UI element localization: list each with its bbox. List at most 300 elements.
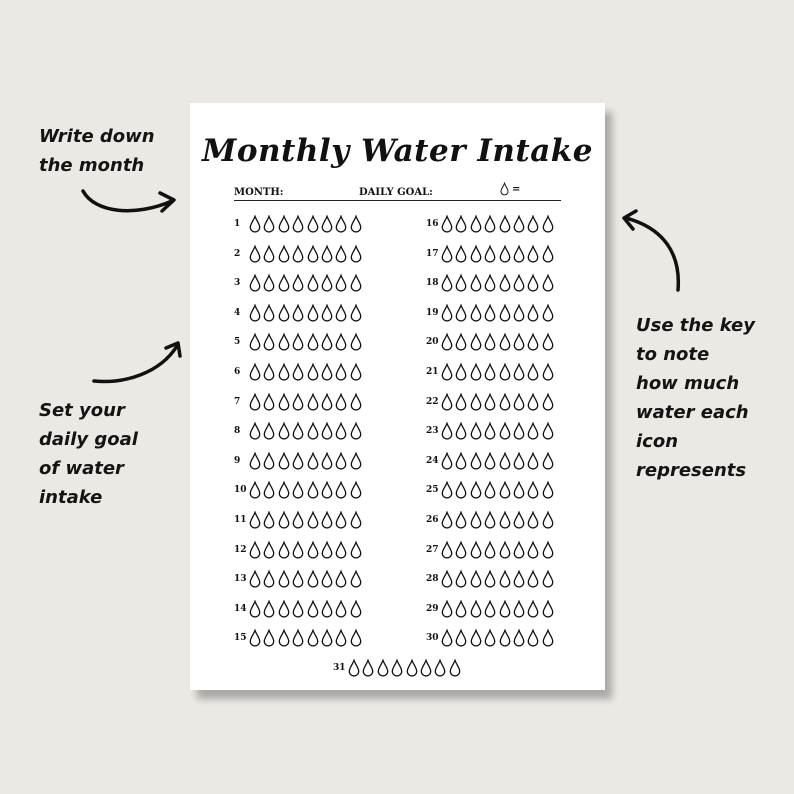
water-drop-icon[interactable]: [321, 570, 333, 588]
water-drop-icon[interactable]: [527, 511, 539, 529]
water-drop-icon[interactable]: [455, 274, 467, 292]
day-number: 31: [333, 663, 346, 673]
water-drop-icon[interactable]: [542, 245, 554, 263]
water-drop-icon[interactable]: [278, 511, 290, 529]
water-drop-icon[interactable]: [441, 304, 453, 322]
water-drop-icon[interactable]: [542, 363, 554, 381]
water-drop-icon[interactable]: [249, 215, 261, 233]
water-drop-icon[interactable]: [470, 541, 482, 559]
water-drop-icon[interactable]: [350, 304, 362, 322]
water-drop-icon[interactable]: [455, 600, 467, 618]
water-drop-icon[interactable]: [350, 570, 362, 588]
water-drop-icon[interactable]: [249, 600, 261, 618]
drop-group: [249, 481, 362, 499]
water-drop-icon[interactable]: [441, 215, 453, 233]
water-drop-icon[interactable]: [513, 274, 525, 292]
water-drop-icon[interactable]: [527, 245, 539, 263]
water-drop-icon[interactable]: [542, 215, 554, 233]
water-drop-icon[interactable]: [307, 481, 319, 499]
day-row: [234, 332, 362, 352]
water-drop-icon[interactable]: [527, 333, 539, 351]
water-drop-icon[interactable]: [335, 215, 347, 233]
day-number: 7: [234, 396, 241, 407]
water-drop-icon[interactable]: [350, 452, 362, 470]
water-drop-icon[interactable]: [278, 333, 290, 351]
water-drop-icon[interactable]: [527, 422, 539, 440]
water-drop-icon[interactable]: [484, 304, 496, 322]
drop-group: [249, 245, 362, 263]
water-drop-icon[interactable]: [513, 304, 525, 322]
water-drop-icon[interactable]: [499, 570, 511, 588]
water-drop-icon[interactable]: [513, 511, 525, 529]
water-drop-icon[interactable]: [321, 274, 333, 292]
water-drop-icon[interactable]: [470, 452, 482, 470]
water-drop-icon[interactable]: [470, 570, 482, 588]
water-drop-icon[interactable]: [499, 363, 511, 381]
water-drop-icon[interactable]: [542, 333, 554, 351]
day-number: 2: [234, 248, 241, 259]
water-drop-icon[interactable]: [263, 600, 275, 618]
water-drop-icon[interactable]: [513, 422, 525, 440]
water-drop-icon[interactable]: [542, 274, 554, 292]
water-drop-icon[interactable]: [513, 245, 525, 263]
arrow-to-goal-icon: [90, 338, 185, 388]
day-number: 4: [234, 307, 241, 318]
water-drop-icon[interactable]: [499, 333, 511, 351]
water-drop-icon[interactable]: [249, 629, 261, 647]
water-drop-icon[interactable]: [278, 215, 290, 233]
water-drop-icon[interactable]: [455, 333, 467, 351]
water-drop-icon[interactable]: [499, 422, 511, 440]
water-drop-icon[interactable]: [350, 363, 362, 381]
drop-group: [249, 363, 362, 381]
water-drop-icon[interactable]: [455, 570, 467, 588]
water-drop-icon[interactable]: [350, 481, 362, 499]
drop-group: [348, 659, 461, 677]
water-drop-icon[interactable]: [307, 215, 319, 233]
water-drop-icon[interactable]: [542, 481, 554, 499]
water-drop-icon[interactable]: [470, 215, 482, 233]
day-number: 29: [426, 603, 439, 614]
water-drop-icon[interactable]: [350, 393, 362, 411]
water-drop-icon[interactable]: [362, 659, 374, 677]
water-drop-icon[interactable]: [527, 304, 539, 322]
water-drop-icon[interactable]: [307, 570, 319, 588]
water-drop-icon[interactable]: [527, 600, 539, 618]
water-drop-icon[interactable]: [335, 511, 347, 529]
water-drop-icon[interactable]: [499, 245, 511, 263]
water-drop-icon[interactable]: [249, 393, 261, 411]
water-drop-icon[interactable]: [527, 570, 539, 588]
water-drop-icon[interactable]: [292, 570, 304, 588]
water-drop-icon[interactable]: [350, 541, 362, 559]
water-drop-icon[interactable]: [499, 274, 511, 292]
water-drop-icon[interactable]: [335, 629, 347, 647]
water-drop-icon[interactable]: [263, 511, 275, 529]
water-drop-icon[interactable]: [542, 452, 554, 470]
water-drop-icon[interactable]: [513, 629, 525, 647]
drop-group: [441, 570, 554, 588]
water-drop-icon[interactable]: [499, 304, 511, 322]
water-drop-icon[interactable]: [307, 600, 319, 618]
water-drop-icon[interactable]: [249, 481, 261, 499]
water-drop-icon[interactable]: [263, 452, 275, 470]
water-drop-icon[interactable]: [263, 629, 275, 647]
water-drop-icon[interactable]: [542, 541, 554, 559]
note-line: Use the key: [636, 315, 755, 336]
day-number: 11: [234, 515, 247, 525]
water-drop-icon[interactable]: [441, 333, 453, 351]
water-drop-icon[interactable]: [278, 452, 290, 470]
water-drop-icon[interactable]: [263, 570, 275, 588]
water-drop-icon[interactable]: [278, 274, 290, 292]
water-drop-icon[interactable]: [499, 481, 511, 499]
water-drop-icon[interactable]: [513, 363, 525, 381]
water-drop-icon[interactable]: [278, 393, 290, 411]
water-drop-icon[interactable]: [307, 422, 319, 440]
water-drop-icon[interactable]: [455, 481, 467, 499]
water-drop-icon[interactable]: [499, 541, 511, 559]
water-drop-icon[interactable]: [527, 215, 539, 233]
note-line: Write down: [39, 126, 155, 147]
water-drop-icon[interactable]: [441, 481, 453, 499]
water-drop-icon[interactable]: [470, 481, 482, 499]
water-drop-icon[interactable]: [335, 541, 347, 559]
daily-goal-label: DAILY GOAL:: [359, 187, 433, 198]
water-drop-icon[interactable]: [321, 363, 333, 381]
drop-group: [441, 629, 554, 647]
water-drop-icon[interactable]: [350, 245, 362, 263]
water-drop-icon[interactable]: [455, 245, 467, 263]
water-drop-icon[interactable]: [499, 600, 511, 618]
water-drop-icon[interactable]: [292, 481, 304, 499]
day-number: 18: [426, 278, 439, 289]
water-drop-icon[interactable]: [307, 363, 319, 381]
water-drop-icon[interactable]: [455, 511, 467, 529]
water-drop-icon[interactable]: [249, 304, 261, 322]
water-drop-icon[interactable]: [527, 452, 539, 470]
water-drop-icon[interactable]: [321, 245, 333, 263]
water-drop-icon[interactable]: [499, 511, 511, 529]
water-drop-icon[interactable]: [513, 333, 525, 351]
water-drop-icon[interactable]: [263, 245, 275, 263]
water-drop-icon[interactable]: [441, 600, 453, 618]
water-drop-icon[interactable]: [470, 363, 482, 381]
water-drop-icon[interactable]: [321, 393, 333, 411]
arrow-to-key-icon: [618, 208, 688, 293]
water-drop-icon[interactable]: [350, 422, 362, 440]
water-drop-icon[interactable]: [292, 363, 304, 381]
water-drop-icon[interactable]: [307, 333, 319, 351]
day-number: 13: [234, 574, 247, 585]
water-drop-icon[interactable]: [292, 333, 304, 351]
water-drop-icon[interactable]: [455, 541, 467, 559]
drop-group: [249, 274, 362, 292]
day-row: [234, 362, 362, 382]
water-drop-icon[interactable]: [455, 363, 467, 381]
water-drop-icon[interactable]: [292, 511, 304, 529]
water-drop-icon[interactable]: [263, 541, 275, 559]
water-drop-icon[interactable]: [307, 304, 319, 322]
water-drop-icon[interactable]: [513, 393, 525, 411]
water-drop-icon[interactable]: [321, 481, 333, 499]
day-row: [234, 214, 362, 234]
water-drop-icon[interactable]: [499, 215, 511, 233]
water-drop-icon[interactable]: [249, 333, 261, 351]
note-line: water each: [636, 402, 749, 423]
water-drop-icon[interactable]: [455, 215, 467, 233]
water-drop-icon[interactable]: [470, 333, 482, 351]
sheet-title: Monthly Water Intake: [202, 133, 593, 169]
day-number: 24: [426, 455, 439, 466]
water-drop-icon[interactable]: [441, 245, 453, 263]
water-drop-icon[interactable]: [307, 629, 319, 647]
water-drop-icon[interactable]: [527, 363, 539, 381]
water-drop-icon[interactable]: [441, 274, 453, 292]
water-drop-icon[interactable]: [470, 245, 482, 263]
water-drop-icon[interactable]: [542, 600, 554, 618]
drop-group: [441, 541, 554, 559]
water-drop-icon[interactable]: [307, 245, 319, 263]
water-drop-icon[interactable]: [542, 511, 554, 529]
water-drop-icon[interactable]: [292, 245, 304, 263]
water-drop-icon[interactable]: [249, 245, 261, 263]
water-drop-icon[interactable]: [278, 629, 290, 647]
drop-group: [441, 333, 554, 351]
water-drop-icon[interactable]: [307, 541, 319, 559]
day-row: [426, 421, 554, 441]
water-drop-icon[interactable]: [484, 215, 496, 233]
day-row: [426, 273, 554, 293]
water-drop-icon[interactable]: [455, 629, 467, 647]
water-drop-icon[interactable]: [542, 393, 554, 411]
water-drop-icon[interactable]: [527, 481, 539, 499]
water-drop-icon[interactable]: [513, 600, 525, 618]
day-row: [426, 480, 554, 500]
water-drop-icon[interactable]: [484, 333, 496, 351]
water-drop-icon[interactable]: [470, 600, 482, 618]
water-drop-icon[interactable]: [527, 393, 539, 411]
water-drop-icon[interactable]: [292, 452, 304, 470]
water-drop-icon[interactable]: [484, 541, 496, 559]
water-drop-icon[interactable]: [542, 422, 554, 440]
water-drop-icon[interactable]: [513, 452, 525, 470]
water-drop-icon[interactable]: [321, 629, 333, 647]
drop-group: [249, 393, 362, 411]
water-drop-icon[interactable]: [278, 600, 290, 618]
water-drop-key-icon: [500, 182, 509, 196]
header-rule: [234, 200, 561, 201]
water-drop-icon[interactable]: [321, 600, 333, 618]
water-drop-icon[interactable]: [335, 333, 347, 351]
water-drop-icon[interactable]: [292, 304, 304, 322]
water-drop-icon[interactable]: [449, 659, 461, 677]
water-drop-icon[interactable]: [377, 659, 389, 677]
drop-key: [500, 182, 520, 196]
water-drop-icon[interactable]: [249, 541, 261, 559]
water-drop-icon[interactable]: [513, 541, 525, 559]
water-drop-icon[interactable]: [484, 570, 496, 588]
water-drop-icon[interactable]: [484, 274, 496, 292]
water-drop-icon[interactable]: [527, 629, 539, 647]
water-drop-icon[interactable]: [335, 452, 347, 470]
water-drop-icon[interactable]: [441, 363, 453, 381]
water-drop-icon[interactable]: [321, 511, 333, 529]
water-drop-icon[interactable]: [249, 274, 261, 292]
water-drop-icon[interactable]: [455, 422, 467, 440]
water-drop-icon[interactable]: [292, 629, 304, 647]
water-drop-icon[interactable]: [278, 422, 290, 440]
water-drop-icon[interactable]: [542, 629, 554, 647]
water-drop-icon[interactable]: [335, 422, 347, 440]
day-row: [234, 599, 362, 619]
water-drop-icon[interactable]: [321, 422, 333, 440]
water-drop-icon[interactable]: [350, 215, 362, 233]
water-drop-icon[interactable]: [278, 570, 290, 588]
water-drop-icon[interactable]: [249, 570, 261, 588]
water-drop-icon[interactable]: [249, 363, 261, 381]
water-drop-icon[interactable]: [542, 570, 554, 588]
note-line: how much: [636, 373, 740, 394]
day-number: 15: [234, 633, 247, 644]
water-drop-icon[interactable]: [292, 600, 304, 618]
water-drop-icon[interactable]: [470, 422, 482, 440]
water-drop-icon[interactable]: [441, 393, 453, 411]
water-drop-icon[interactable]: [441, 541, 453, 559]
water-drop-icon[interactable]: [527, 274, 539, 292]
water-drop-icon[interactable]: [391, 659, 403, 677]
water-drop-icon[interactable]: [292, 274, 304, 292]
water-drop-icon[interactable]: [278, 541, 290, 559]
water-drop-icon[interactable]: [335, 393, 347, 411]
water-drop-icon[interactable]: [484, 629, 496, 647]
water-drop-icon[interactable]: [406, 659, 418, 677]
set-goal-note: [39, 396, 138, 512]
water-drop-icon[interactable]: [263, 422, 275, 440]
water-drop-icon[interactable]: [350, 629, 362, 647]
water-drop-icon[interactable]: [292, 541, 304, 559]
water-drop-icon[interactable]: [350, 333, 362, 351]
drop-group: [249, 511, 362, 529]
water-drop-icon[interactable]: [335, 274, 347, 292]
day-number: 26: [426, 515, 439, 525]
water-drop-icon[interactable]: [348, 659, 360, 677]
water-drop-icon[interactable]: [278, 245, 290, 263]
water-drop-icon[interactable]: [350, 274, 362, 292]
water-drop-icon[interactable]: [350, 600, 362, 618]
water-drop-icon[interactable]: [335, 245, 347, 263]
water-drop-icon[interactable]: [434, 659, 446, 677]
water-drop-icon[interactable]: [263, 274, 275, 292]
water-drop-icon[interactable]: [455, 452, 467, 470]
water-drop-icon[interactable]: [335, 600, 347, 618]
water-drop-icon[interactable]: [350, 511, 362, 529]
water-drop-icon[interactable]: [441, 422, 453, 440]
drop-group: [441, 481, 554, 499]
water-drop-icon[interactable]: [263, 481, 275, 499]
water-drop-icon[interactable]: [263, 215, 275, 233]
water-drop-icon[interactable]: [278, 363, 290, 381]
water-drop-icon[interactable]: [484, 363, 496, 381]
water-drop-icon[interactable]: [484, 245, 496, 263]
water-drop-icon[interactable]: [499, 393, 511, 411]
water-drop-icon[interactable]: [335, 481, 347, 499]
water-drop-icon[interactable]: [470, 511, 482, 529]
drop-group: [249, 452, 362, 470]
water-drop-icon[interactable]: [292, 215, 304, 233]
water-drop-icon[interactable]: [292, 422, 304, 440]
water-drop-icon[interactable]: [455, 304, 467, 322]
water-drop-icon[interactable]: [441, 570, 453, 588]
water-drop-icon[interactable]: [499, 629, 511, 647]
water-drop-icon[interactable]: [321, 215, 333, 233]
water-drop-icon[interactable]: [513, 215, 525, 233]
water-drop-icon[interactable]: [542, 304, 554, 322]
note-line: icon: [636, 431, 679, 452]
water-drop-icon[interactable]: [470, 274, 482, 292]
water-drop-icon[interactable]: [484, 511, 496, 529]
water-drop-icon[interactable]: [470, 629, 482, 647]
water-drop-icon[interactable]: [307, 393, 319, 411]
water-drop-icon[interactable]: [513, 570, 525, 588]
water-drop-icon[interactable]: [499, 452, 511, 470]
water-drop-icon[interactable]: [455, 393, 467, 411]
water-drop-icon[interactable]: [278, 481, 290, 499]
water-drop-icon[interactable]: [441, 452, 453, 470]
water-drop-icon[interactable]: [307, 274, 319, 292]
water-drop-icon[interactable]: [321, 452, 333, 470]
water-drop-icon[interactable]: [484, 600, 496, 618]
water-drop-icon[interactable]: [249, 422, 261, 440]
water-drop-icon[interactable]: [484, 393, 496, 411]
water-drop-icon[interactable]: [307, 452, 319, 470]
day-row: [333, 658, 461, 678]
water-drop-icon[interactable]: [484, 452, 496, 470]
water-drop-icon[interactable]: [484, 481, 496, 499]
water-drop-icon[interactable]: [470, 393, 482, 411]
water-drop-icon[interactable]: [335, 363, 347, 381]
water-drop-icon[interactable]: [321, 304, 333, 322]
water-drop-icon[interactable]: [420, 659, 432, 677]
drop-group: [441, 363, 554, 381]
water-drop-icon[interactable]: [263, 333, 275, 351]
water-drop-icon[interactable]: [470, 304, 482, 322]
water-drop-icon[interactable]: [263, 363, 275, 381]
water-drop-icon[interactable]: [484, 422, 496, 440]
water-drop-icon[interactable]: [321, 333, 333, 351]
water-drop-icon[interactable]: [263, 393, 275, 411]
day-row: [426, 362, 554, 382]
water-drop-icon[interactable]: [527, 541, 539, 559]
day-number: 23: [426, 426, 439, 437]
day-row: [234, 569, 362, 589]
water-drop-icon[interactable]: [249, 452, 261, 470]
water-drop-icon[interactable]: [441, 629, 453, 647]
water-drop-icon[interactable]: [441, 511, 453, 529]
water-drop-icon[interactable]: [335, 570, 347, 588]
water-drop-icon[interactable]: [513, 481, 525, 499]
water-drop-icon[interactable]: [321, 541, 333, 559]
day-number: 21: [426, 367, 439, 377]
drop-group: [249, 629, 362, 647]
day-number: 5: [234, 337, 241, 348]
water-drop-icon[interactable]: [335, 304, 347, 322]
water-drop-icon[interactable]: [278, 304, 290, 322]
water-drop-icon[interactable]: [307, 511, 319, 529]
water-drop-icon[interactable]: [263, 304, 275, 322]
water-drop-icon[interactable]: [292, 393, 304, 411]
water-drop-icon[interactable]: [249, 511, 261, 529]
